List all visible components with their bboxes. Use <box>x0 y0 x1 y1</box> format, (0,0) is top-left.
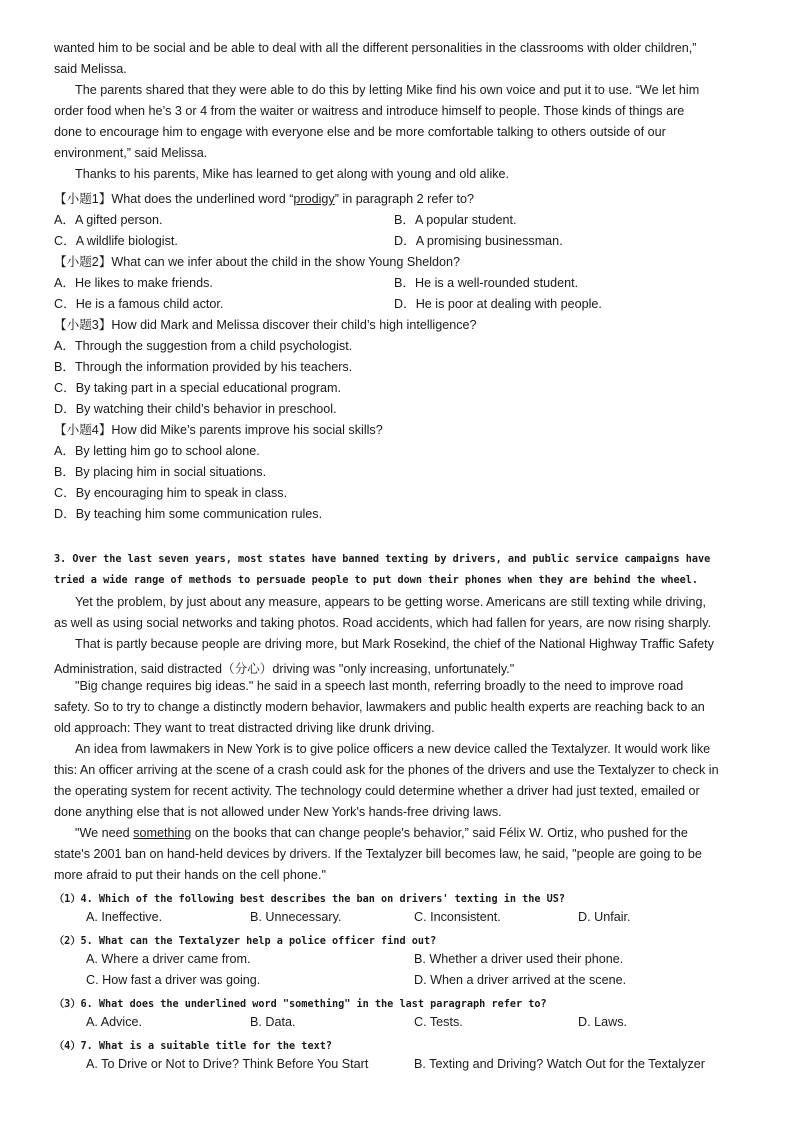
answer-option[interactable]: D．A promising businessman. <box>394 234 563 248</box>
answer-option[interactable]: B．Through the information provided by his teachers. <box>54 360 353 374</box>
passage-line: environment,” said Melissa. <box>54 146 208 160</box>
passage-text: on the books that can change people's behavior,” said Félix W. Ortiz, who pushed for the <box>191 826 688 840</box>
question-stem: 【小题3】How did Mark and Melissa discover their child’s high intelligence? <box>54 318 477 332</box>
answer-option[interactable]: B．A popular student. <box>394 213 517 227</box>
question-stem: 【小题4】How did Mike’s parents improve his social skills? <box>54 423 383 437</box>
passage-line: The parents shared that they were able to do this by letting Mike find his own voice and put it to use. “We let him <box>75 83 700 97</box>
answer-option[interactable]: A．A gifted person. <box>54 213 163 227</box>
passage-line: said Melissa. <box>54 62 127 76</box>
passage-line: as well as using social networks and taking photos. Road accidents, which had fallen for years, are now rising sharply. <box>54 616 712 630</box>
question-stem: （3）6. What does the underlined word "something" in the last paragraph refer to? <box>54 999 547 1010</box>
answer-option[interactable]: D．By watching their child’s behavior in preschool. <box>54 402 337 416</box>
answer-option[interactable]: C．He is a famous child actor. <box>54 297 224 311</box>
passage-line: Yet the problem, by just about any measure, appears to be getting worse. Americans are still texting while driving, <box>75 595 706 609</box>
passage-line: old approach: They want to treat distracted driving like drunk driving. <box>54 721 435 735</box>
passage-line: "Big change requires big ideas." he said in a speech last month, referring broadly to the need to improve road <box>75 679 684 693</box>
passage-intro-line: 3. Over the last seven years, most states have banned texting by drivers, and public service campaigns have <box>54 554 711 565</box>
question-stem: （2）5. What can the Textalyzer help a police officer find out? <box>54 936 437 947</box>
question-stem <box>54 188 474 207</box>
answer-option[interactable]: D. When a driver arrived at the scene. <box>414 973 627 987</box>
answer-option[interactable]: D．He is poor at dealing with people. <box>394 297 602 311</box>
passage-line: That is partly because people are driving more, but Mark Rosekind, the chief of the National Highway Traffic Safety <box>75 637 714 651</box>
passage-line <box>75 826 688 840</box>
passage-line: order food when he’s 3 or 4 from the waiter or waitress and introduce himself to people. Those kinds of things are <box>54 104 685 118</box>
underlined-word: prodigy <box>293 192 335 206</box>
answer-option[interactable]: C．By encouraging him to speak in class. <box>54 486 288 500</box>
answer-option[interactable]: A．By letting him go to school alone. <box>54 444 260 458</box>
answer-option[interactable]: C. Inconsistent. <box>414 910 501 924</box>
answer-option[interactable]: C．By taking part in a special educational program. <box>54 381 342 395</box>
answer-option[interactable]: C. Tests. <box>414 1015 463 1029</box>
passage-text: "We need <box>75 826 134 840</box>
passage-line: Thanks to his parents, Mike has learned to get along with young and old alike. <box>75 167 510 181</box>
passage-line: state's 2001 ban on hand-held devices by drivers. If the Textalyzer bill becomes law, he said, "people are going to be <box>54 847 702 861</box>
answer-option[interactable]: A．Through the suggestion from a child psychologist. <box>54 339 353 353</box>
answer-option[interactable]: D. Unfair. <box>578 910 631 924</box>
answer-option[interactable]: A. Where a driver came from. <box>86 952 251 966</box>
answer-option[interactable]: B. Texting and Driving? Watch Out for the Textalyzer <box>414 1057 705 1071</box>
question-stem: （1）4. Which of the following best describes the ban on drivers' texting in the US? <box>54 894 566 905</box>
answer-option[interactable]: B. Data. <box>250 1015 296 1029</box>
passage-line: more afraid to put their hands on the cell phone." <box>54 868 326 882</box>
question-stem: 【小题2】What can we infer about the child in the show Young Sheldon? <box>54 255 461 269</box>
stem-text: 【小题1】What does the underlined word “ <box>54 192 294 206</box>
passage-line: this: An officer arriving at the scene of a crash could ask for the phones of the drivers and use the Textalyzer to check in <box>54 763 719 777</box>
answer-option[interactable]: B. Whether a driver used their phone. <box>414 952 624 966</box>
passage-line: Administration, said distracted（分心）driving was "only increasing, unfortunately." <box>54 662 515 676</box>
answer-option[interactable]: B．He is a well-rounded student. <box>394 276 579 290</box>
passage-line: An idea from lawmakers in New York is to give police officers a new device called the Textalyzer. It would work like <box>75 742 711 756</box>
answer-option[interactable]: A. Advice. <box>86 1015 143 1029</box>
answer-option[interactable]: D. Laws. <box>578 1015 627 1029</box>
passage-line: safety. So to try to change a distinctly modern behavior, lawmakers and public health experts are reaching back to an <box>54 700 705 714</box>
passage-intro-line: tried a wide range of methods to persuade people to put down their phones when they are behind the wheel. <box>54 575 699 586</box>
answer-option[interactable]: C．A wildlife biologist. <box>54 234 178 248</box>
answer-option[interactable]: A. To Drive or Not to Drive? Think Before You Start <box>86 1057 369 1071</box>
answer-option[interactable]: B．By placing him in social situations. <box>54 465 267 479</box>
answer-option[interactable]: A. Ineffective. <box>86 910 163 924</box>
answer-option[interactable]: D．By teaching him some communication rules. <box>54 507 323 521</box>
answer-option[interactable]: A．He likes to make friends. <box>54 276 213 290</box>
passage-line: wanted him to be social and be able to deal with all the different personalities in the classrooms with older children,” <box>54 41 697 55</box>
passage-line: done anything else that is not allowed under New York's hands-free driving laws. <box>54 805 502 819</box>
passage-line: the operating system for recent activity. The technology could determine whether a driver had just texted, emailed or <box>54 784 700 798</box>
passage-line: done to encourage him to engage with everyone else and be more comfortable talking to others outside of our <box>54 125 666 139</box>
answer-option[interactable]: C. How fast a driver was going. <box>86 973 261 987</box>
answer-option[interactable]: B. Unnecessary. <box>250 910 342 924</box>
stem-text: ” in paragraph 2 refer to? <box>334 192 475 206</box>
underlined-word: something <box>133 826 192 840</box>
question-stem: （4）7. What is a suitable title for the text? <box>54 1041 332 1052</box>
